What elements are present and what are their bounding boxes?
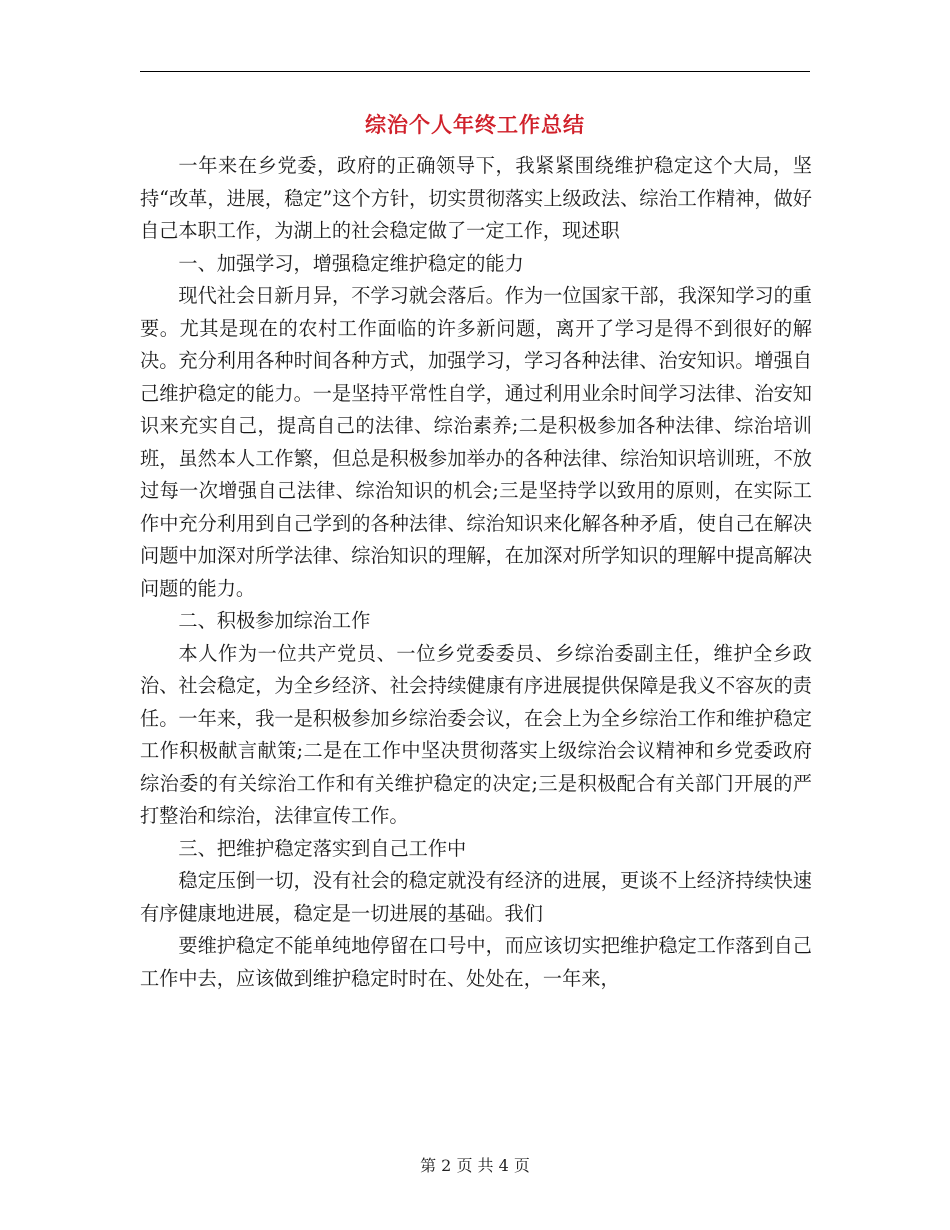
header-rule xyxy=(140,71,810,72)
paragraph-section-1: 现代社会日新月异，不学习就会落后。作为一位国家干部，我深知学习的重要。尤其是现在的农村工作面临的许多新问题，离开了学习是得不到很好的解决。充分利用各种时间各种方式，加强学习，学习各种法律、治安知识。增强自己维护稳定的能力。一是坚持平常性自学，通过利用业余时间学习法律、治安知识来充实自己，提高自己的法律、综治素养;二是积极参加各种法律、综治培训班，虽然本人工作繁，但总是积极参加举办的各种法律、综治知识培训班，不放过每一次增强自己法律、综治知识的机会;三是坚持学以致用的原则，在实际工作中充分利用到自己学到的各种法律、综治知识来化解各种矛盾，使自己在解决问题中加深对所学法律、综治知识的理解，在加深对所学知识的理解中提高解决问题的能力。 xyxy=(140,284,812,600)
paragraph-section-3a: 稳定压倒一切，没有社会的稳定就没有经济的进展，更谈不上经济持续快速有序健康地进展，稳定是一切进展的基础。我们 xyxy=(140,869,812,925)
section-heading-3: 三、把维护稳定落实到自己工作中 xyxy=(178,836,467,860)
document-title: 综治个人年终工作总结 xyxy=(365,112,585,137)
section-heading-2: 二、积极参加综治工作 xyxy=(178,609,371,632)
page-number-footer: 第 2 页 共 4 页 xyxy=(420,1156,530,1175)
paragraph-section-2: 本人作为一位共产党员、一位乡党委委员、乡综治委副主任，维护全乡政治、社会稳定，为全乡经济、社会持续健康有序进展提供保障是我义不容灰的责任。一年来，我一是积极参加乡综治委会议，在会上为全乡综治工作和维护稳定工作积极献言献策;二是在工作中坚决贯彻落实上级综治会议精神和乡党委政府综治委的有关综治工作和有关维护稳定的决定;三是积极配合有关部门开展的严打整治和综治，法律宣传工作。 xyxy=(140,641,812,827)
paragraph-intro: 一年来在乡党委，政府的正确领导下，我紧紧围绕维护稳定这个大局，坚持“改革，进展，稳定”这个方针，切实贯彻落实上级政法、综治工作精神，做好自己本职工作，为湖上的社会稳定做了一定工作，现述职 xyxy=(140,154,812,242)
paragraph-section-3b: 要维护稳定不能单纯地停留在口号中，而应该切实把维护稳定工作落到自己工作中去，应该做到维护稳定时时在、处处在，一年来， xyxy=(140,934,812,990)
document-body xyxy=(140,150,812,995)
section-heading-1: 一、加强学习，增强稳定维护稳定的能力 xyxy=(178,251,524,275)
